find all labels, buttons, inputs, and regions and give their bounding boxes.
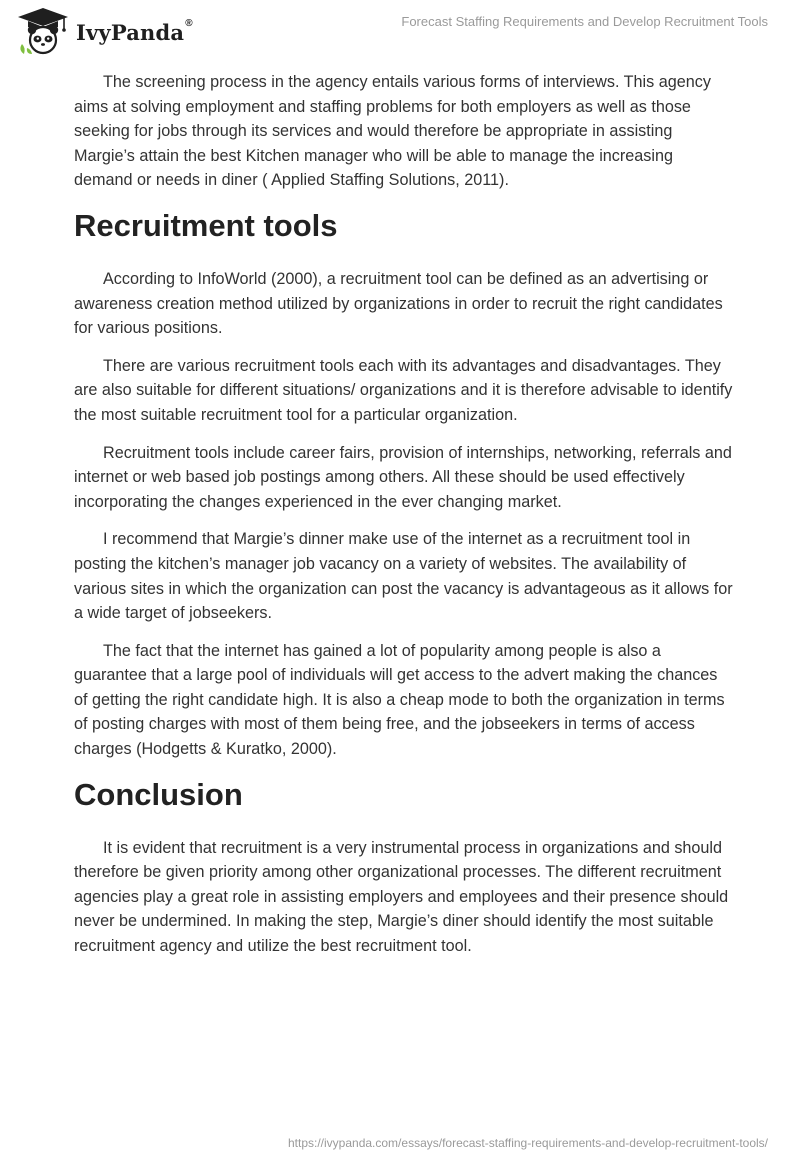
page-header — [0, 0, 800, 62]
paragraph: There are various recruitment tools each with its advantages and disadvantages. They are also suitable for different situations/ organizations and it is therefore advisable to identify the most suitable recruitment tool for a particular organization. — [74, 356, 733, 424]
paragraph: I recommend that Margie’s dinner make use of the internet as a recruitment tool in posting the kitchen’s manager job vacancy on a variety of websites. The availability of various sites in which the organization can post the vacancy is advantageous as it allows for a wide target of jobseekers. — [74, 530, 733, 623]
document-title: Forecast Staffing Requirements and Develop Recruitment Tools — [401, 14, 768, 29]
heading-recruitment-tools: Recruitment tools — [74, 207, 338, 243]
brand-label: IvyPanda — [76, 19, 185, 45]
source-url[interactable]: https://ivypanda.com/essays/forecast-staffing-requirements-and-develop-recruitment-tools/ — [288, 1136, 768, 1150]
registered-mark: ® — [185, 17, 193, 29]
paragraph: The fact that the internet has gained a lot of popularity among people is also a guarantee that a large pool of individuals will get access to the advert making the chances of getting the right candidate high. It is also a cheap mode to both the organization in terms of posting charges with most of them being free, and the jobseekers in terms of access charges (Hodgetts & Kuratko, 2000). — [74, 641, 725, 759]
article-body — [74, 70, 734, 972]
paragraph: According to InfoWorld (2000), a recruitment tool can be defined as an advertising or awareness creation method utilized by organizations in order to recruit the right candidates for various positions. — [74, 269, 723, 338]
brand-name — [76, 17, 193, 45]
paragraph: Recruitment tools include career fairs, provision of internships, networking, referrals and internet or web based job postings among others. All these should be used effectively incorporating the changes experienced in the ever changing market. — [74, 443, 732, 511]
panda-graduate-icon — [14, 6, 72, 56]
intro-paragraph: The screening process in the agency entails various forms of interviews. This agency aims at solving employment and staffing problems for both employers as well as those seeking for jobs through its services and would therefore be appropriate in assisting Margie’s attain the best Kitchen manager who will be able to manage the increasing demand or needs in diner ( Applied Staffing Solutions, 2011). — [74, 73, 711, 190]
paragraph: It is evident that recruitment is a very instrumental process in organizations and should therefore be given priority among other organizational processes. The different recruitment agencies play a great role in assisting employers and employees and their presence should never be undermined. In making the step, Margie’s diner should identify the most suitable recruitment agency and utilize the best recruitment tool. — [74, 838, 729, 956]
brand-logo[interactable] — [14, 6, 193, 56]
heading-conclusion: Conclusion — [74, 776, 243, 812]
